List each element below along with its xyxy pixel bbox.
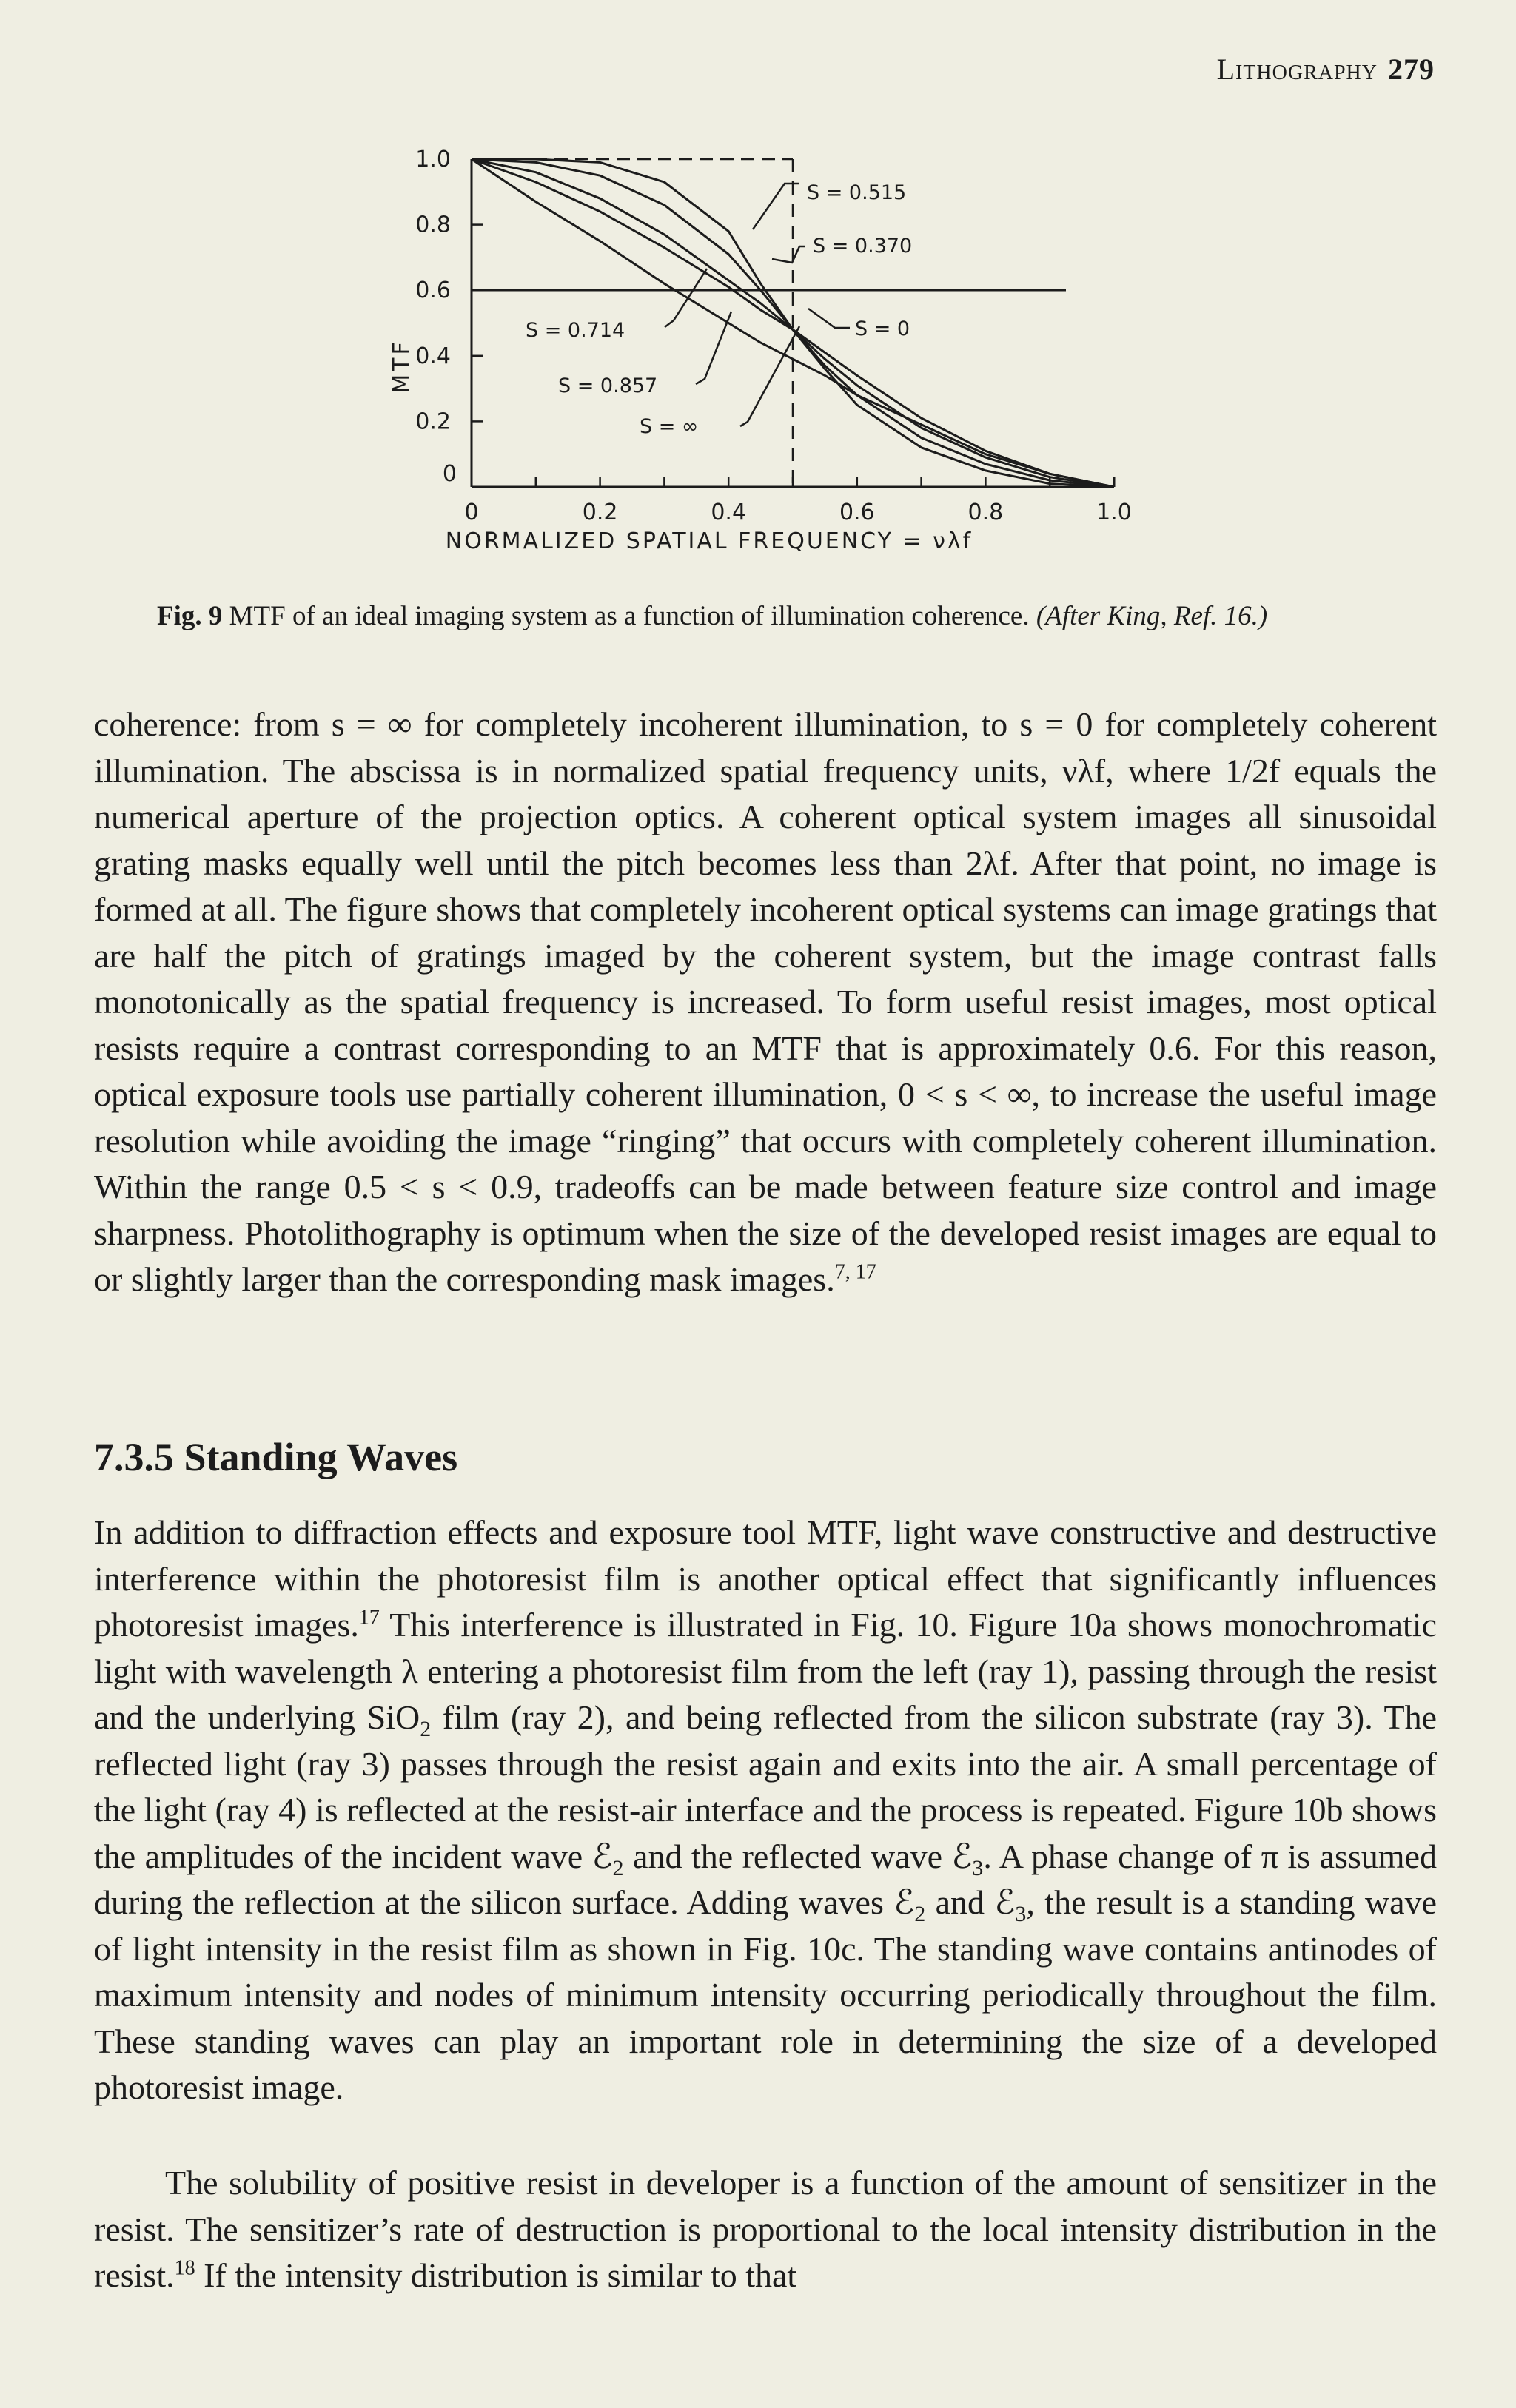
leader-sinf bbox=[740, 326, 799, 426]
x-axis-label: NORMALIZED SPATIAL FREQUENCY = νλf bbox=[445, 528, 973, 554]
paragraph-2-text-5: . A phase change of π is assumed during the reflection at the silicon surface. Adding waves ℰ bbox=[94, 1837, 1437, 1921]
subscript: 2 bbox=[420, 1717, 432, 1742]
caption-credit: (After King, Ref. 16.) bbox=[1036, 601, 1268, 631]
paragraph-3 bbox=[94, 2160, 1437, 2299]
x-tick-label: 1.0 bbox=[1096, 500, 1132, 525]
leader-lines bbox=[665, 184, 850, 426]
running-head-title: Lithography bbox=[1216, 53, 1378, 86]
y-tick-label: 0 bbox=[442, 461, 457, 487]
subscript: 2 bbox=[612, 1855, 624, 1880]
leader-s0370 bbox=[772, 246, 805, 263]
y-axis-label: MTF bbox=[389, 339, 415, 394]
paragraph-2-text-3: film (ray 2), and being reflected from the silicon substrate (ray 3). The reflected light (ray 3) passes through the resist again and exits into the air. A small percentage of the light (ray 4) is reflected at the resist-air interface and the process is repeated. Figure 10b shows the amplitudes of the incident wave ℰ bbox=[94, 1698, 1438, 1875]
subscript: 2 bbox=[914, 1902, 926, 1927]
citation-ref: 7, 17 bbox=[834, 1260, 876, 1284]
paragraph-2-text-1: In addition to diffraction effects and exposure tool MTF, light wave constructive and destructive interference within the photoresist film is another optical effect that significantly influences photoresist images. bbox=[94, 1513, 1437, 1644]
paragraph-3-text-2: If the intensity distribution is similar to that bbox=[195, 2256, 797, 2294]
label-s0515: S = 0.515 bbox=[807, 181, 907, 204]
x-tick-label: 0.6 bbox=[839, 500, 875, 525]
page-number: 279 bbox=[1388, 53, 1435, 86]
x-tick-label: 0 bbox=[464, 500, 479, 525]
y-tick-label: 0.4 bbox=[415, 343, 451, 369]
y-tick-label: 1.0 bbox=[415, 147, 451, 172]
paragraph-1 bbox=[94, 702, 1437, 1303]
citation-ref: 17 bbox=[358, 1606, 380, 1630]
leader-s0 bbox=[808, 309, 850, 328]
label-s0370: S = 0.370 bbox=[813, 235, 913, 258]
citation-ref: 18 bbox=[174, 2256, 195, 2280]
paragraph-2 bbox=[94, 1510, 1437, 2111]
label-s0: S = 0 bbox=[855, 317, 910, 340]
label-s0857: S = 0.857 bbox=[558, 374, 658, 397]
section-heading: 7.3.5 Standing Waves bbox=[94, 1435, 458, 1479]
x-tick-label: 0.4 bbox=[711, 500, 747, 525]
paragraph-3-text-1: The solubility of positive resist in developer is a function of the amount of sensitizer in the resist. The sensitizer’s rate of destruction is proportional to the local intensity distribution in the resist. bbox=[94, 2164, 1437, 2294]
mtf-chart bbox=[326, 137, 1184, 566]
caption-label: Fig. 9 bbox=[157, 601, 223, 631]
label-s0714: S = 0.714 bbox=[526, 319, 625, 342]
paragraph-2-text-4: and the reflected wave ℰ bbox=[623, 1837, 973, 1875]
paragraph-2-text-2: This interference is illustrated in Fig. 10. Figure 10a shows monochromatic light with wavelength λ entering a photoresist film from the left (ray 1), passing through the resist and the underlying SiO bbox=[94, 1606, 1437, 1736]
paragraph-2-text-7: , the result is a standing wave of light intensity in the resist film as shown in Fig. 10c. The standing wave contains antinodes of maximum intensity and nodes of minimum intensity occurring periodically throughout the film. These standing waves can play an important role in determining the size of a developed photoresist image. bbox=[94, 1883, 1437, 2106]
x-tick-label: 0.2 bbox=[582, 500, 618, 525]
paragraph-2-text-6: and ℰ bbox=[925, 1883, 1016, 1921]
y-tick-label: 0.2 bbox=[415, 408, 451, 435]
y-tick-label: 0.8 bbox=[415, 212, 451, 238]
caption-text: MTF of an ideal imaging system as a function of illumination coherence. bbox=[222, 601, 1036, 631]
y-tick-label: 0.6 bbox=[415, 278, 451, 304]
x-tick-label: 0.8 bbox=[967, 500, 1004, 525]
subscript: 3 bbox=[1015, 1902, 1027, 1927]
mtf-figure bbox=[326, 137, 1184, 566]
running-head bbox=[1217, 52, 1435, 87]
paragraph-1-text: coherence: from s = ∞ for completely incoherent illumination, to s = 0 for completely coherent illumination. The abscissa is in normalized spatial frequency units, νλf, where 1/2f equals the numerical aperture of the projection optics. A coherent optical system images all sinusoidal grating masks equally well until the pitch becomes less than 2λf. After that point, no image is formed at all. The figure shows that completely incoherent optical systems can image gratings that are half the pitch of gratings imaged by the coherent system, but the image contrast falls monotonically as the spatial frequency is increased. To form useful resist images, most optical resists require a contrast corresponding to an MTF that is approximately 0.6. For this reason, optical exposure tools use partially coherent illumination, 0 < s < ∞, to increase the useful image resolution while avoiding the image “ringing” that occurs with completely coherent illumination. Within the range 0.5 < s < 0.9, tradeoffs can be made between feature size control and image sharpness. Photolithography is optimum when the size of the developed resist images are equal to or slightly larger than the corresponding mask images. bbox=[94, 705, 1437, 1298]
subscript: 3 bbox=[972, 1855, 984, 1880]
figure-caption bbox=[157, 598, 1445, 635]
label-sinf: S = ∞ bbox=[640, 415, 699, 438]
